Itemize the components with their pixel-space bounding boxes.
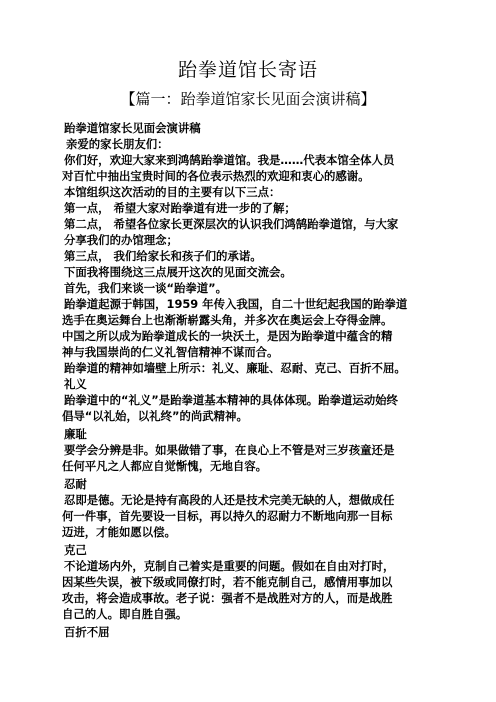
body-line: 攻击，将会造成事故。老子说：强者不是战胜对方的人，而是战胜 bbox=[62, 591, 393, 605]
body-line: 神与我国崇尚的仁义礼智信精神不谋而合。 bbox=[62, 345, 279, 359]
body-line: 分享我们的办馆理念； bbox=[64, 233, 178, 247]
section-heading: 廉耻 bbox=[64, 427, 87, 441]
section-heading: 克己 bbox=[64, 543, 87, 557]
body-line: 对百忙中抽出宝贵时间的各位表示热烈的欢迎和衷心的感谢。 bbox=[62, 169, 370, 183]
body-line: 跆拳道起源于韩国，1959 年传入我国，自二十世纪起我国的跆拳道 bbox=[64, 297, 408, 311]
body-line: 首先，我们来谈一谈“跆拳道”。 bbox=[64, 281, 228, 295]
body-line: 跆拳道中的“礼义”是跆拳道基本精神的具体体现。跆拳道运动始终 bbox=[64, 393, 398, 407]
body-line: 倡导“以礼始，以礼终”的尚武精神。 bbox=[62, 409, 248, 423]
body-line: 跆拳道的精神如墙壁上所示：礼义、廉耻、忍耐、克己、百折不屈。 bbox=[64, 361, 406, 375]
section-heading: 礼义 bbox=[64, 377, 87, 391]
document-subtitle: 【篇一：跆拳道馆家长见面会演讲稿】 bbox=[120, 90, 376, 108]
body-line: 自己的人。即自胜自强。 bbox=[62, 607, 188, 621]
body-line: 要学会分辨是非。如果做错了事，在良心上不管是对三岁孩童还是 bbox=[64, 443, 395, 457]
body-line: 何一件事，首先要设一目标，再以持久的忍耐力不断地向那一目标 bbox=[62, 509, 393, 523]
section-heading: 百折不屈 bbox=[64, 625, 110, 639]
body-line: 本馆组织这次活动的目的主要有以下三点： bbox=[64, 185, 281, 199]
document-title: 跆拳道馆长寄语 bbox=[177, 59, 318, 81]
body-line: 第二点， 希望各位家长更深层次的认识我们鸿鹄跆拳道馆，与大家 bbox=[64, 217, 399, 231]
speech-title-line: 跆拳道馆家长见面会演讲稿 bbox=[64, 121, 201, 135]
body-line: 下面我将围绕这三点展开这次的见面交流会。 bbox=[64, 265, 292, 279]
salutation-line: 亲爱的家长朋友们： bbox=[66, 137, 169, 151]
body-line: 第一点， 希望大家对跆拳道有进一步的了解； bbox=[64, 201, 296, 215]
body-line: 第三点， 我们给家长和孩子们的承诺。 bbox=[64, 249, 262, 263]
body-line: 忍即是德。无论是持有高段的人还是技术完美无缺的人，想做成任 bbox=[64, 493, 395, 507]
body-line: 迈进，才能如愿以偿。 bbox=[62, 525, 176, 539]
section-heading: 忍耐 bbox=[64, 477, 87, 491]
body-line: 选手在奥运舞台上也渐渐崭露头角，并多次在奥运会上夺得金牌。 bbox=[62, 313, 393, 327]
body-line: 不论道场内外，克制自己着实是重要的问题。假如在自由对打时， bbox=[64, 559, 395, 573]
body-line: 中国之所以成为跆拳道成长的一块沃土，是因为跆拳道中蕴含的精 bbox=[62, 329, 393, 343]
body-line: 你们好，欢迎大家来到鸿鹄跆拳道馆。我是……代表本馆全体人员 bbox=[64, 153, 395, 167]
body-line: 因某些失误，被下级或同僚打时，若不能克制自己，感情用事加以 bbox=[62, 575, 393, 589]
body-line: 任何平凡之人都应自觉惭愧，无地自容。 bbox=[62, 459, 268, 473]
